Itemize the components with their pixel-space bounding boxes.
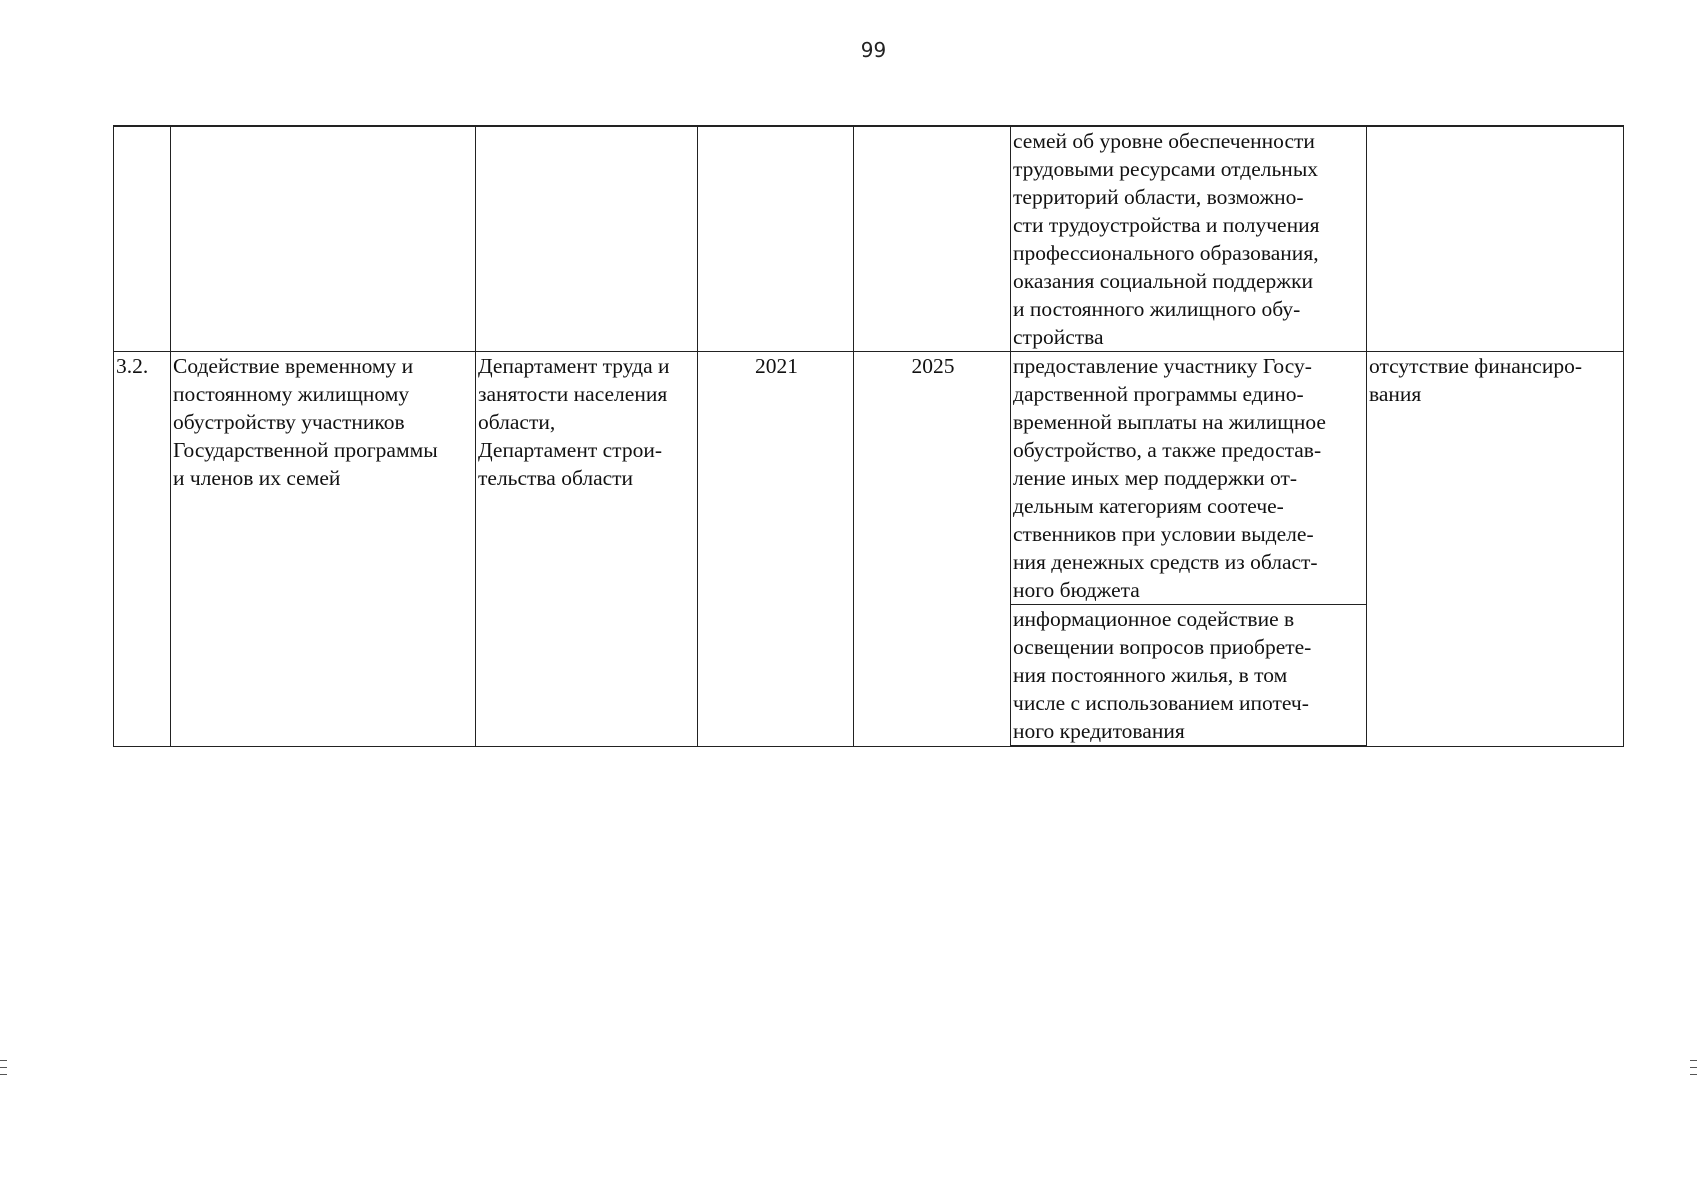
activity-1-line: предоставление участнику Госу- <box>1013 354 1312 378</box>
consequence-line: вания <box>1369 382 1422 406</box>
activity-2-line: освещении вопросов приобрете- <box>1013 635 1312 659</box>
left-scan-edge-mark <box>0 1060 7 1081</box>
continuation-row <box>114 126 1624 352</box>
activity-1-line: дельным категориям соотече- <box>1013 494 1284 518</box>
activity-text-line: и постоянного жилищного обу- <box>1013 297 1301 321</box>
activity-text-line: оказания социальной поддержки <box>1013 269 1314 293</box>
consequence-cell-empty <box>1367 126 1624 352</box>
item-number: 3.2. <box>114 352 171 747</box>
activity-text-line: трудовыми ресурсами отдельных <box>1013 157 1319 181</box>
page-number: 99 <box>860 38 887 62</box>
responsible-line: Департамент труда и <box>478 354 670 378</box>
responsible-line: области, <box>478 410 556 434</box>
activity-cell-1 <box>1011 352 1367 605</box>
activity-1-line: ственников при условии выделе- <box>1013 522 1314 546</box>
activity-text-line: профессионального образования, <box>1013 241 1319 265</box>
item-row-3-2 <box>114 352 1624 605</box>
responsible-line: занятости населения <box>478 382 668 406</box>
start-year-cell-empty <box>698 126 854 352</box>
right-scan-edge-mark <box>1690 1060 1697 1081</box>
responsible-cell-empty <box>476 126 698 352</box>
activity-cell-2 <box>1011 605 1367 747</box>
end-year: 2025 <box>854 352 1011 747</box>
program-activities-table <box>113 125 1624 747</box>
item-name-cell <box>171 352 476 747</box>
activity-text-line: семей об уровне обеспеченности <box>1013 129 1315 153</box>
activity-2-line: числе с использованием ипотеч- <box>1013 691 1309 715</box>
item-name-line: постоянному жилищному <box>173 382 410 406</box>
item-name-line: Содействие временному и <box>173 354 414 378</box>
activity-text-line: сти трудоустройства и получения <box>1013 213 1320 237</box>
name-cell-empty <box>171 126 476 352</box>
number-cell-empty <box>114 126 171 352</box>
activity-2-line: ного кредитования <box>1013 719 1185 743</box>
activity-text-line: территорий области, возможно- <box>1013 185 1304 209</box>
activity-1-line: временной выплаты на жилищное <box>1013 410 1326 434</box>
activity-1-line: ния денежных средств из област- <box>1013 550 1318 574</box>
activity-1-line: ного бюджета <box>1013 578 1140 602</box>
item-name-line: и членов их семей <box>173 466 341 490</box>
consequence-cell <box>1367 352 1624 747</box>
consequence-line: отсутствие финансиро- <box>1369 354 1583 378</box>
start-year: 2021 <box>698 352 854 747</box>
activity-2-line: ния постоянного жилья, в том <box>1013 663 1288 687</box>
activity-2-line: информационное содействие в <box>1013 607 1295 631</box>
item-name-line: обустройству участников <box>173 410 405 434</box>
activity-text-line: стройства <box>1013 325 1104 349</box>
responsible-cell <box>476 352 698 747</box>
responsible-line: Департамент строи- <box>478 438 662 462</box>
end-year-cell-empty <box>854 126 1011 352</box>
activity-cell-continued <box>1011 126 1367 352</box>
activity-1-line: ление иных мер поддержки от- <box>1013 466 1298 490</box>
item-name-line: Государственной программы <box>173 438 438 462</box>
activity-1-line: дарственной программы едино- <box>1013 382 1304 406</box>
responsible-line: тельства области <box>478 466 634 490</box>
activity-1-line: обустройство, а также предостав- <box>1013 438 1322 462</box>
